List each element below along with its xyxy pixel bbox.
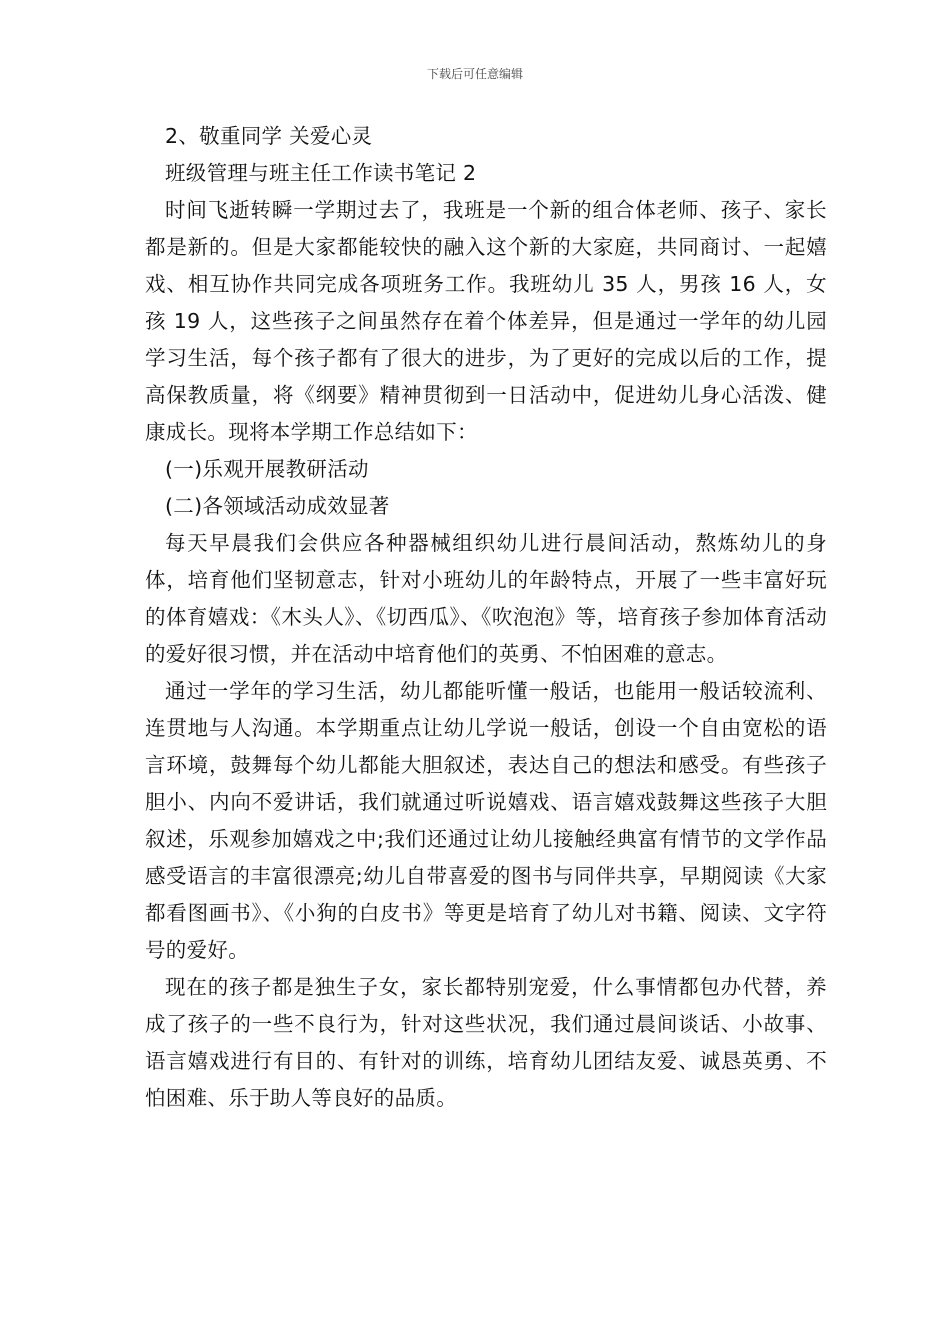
section-heading: 2、敬重同学 关爱心灵: [165, 124, 373, 148]
paragraph: 通过一学年的学习生活，幼儿都能听懂一般话，也能用一般话较流利、连贯地与人沟通。本学期重点让幼儿学说一般话，创设一个自由宽松的语言环境，鼓舞每个幼儿都能大胆叙述，表达自己的想法和感受。有些孩子胆小、内向不爱讲话，我们就通过听说嬉戏、语言嬉戏鼓舞这些孩子大胆叙述，乐观参加嬉戏之中;我们还通过让幼儿接触经典富有情节的文学作品感受语言的丰富很漂亮;幼儿自带喜爱的图书与同伴共享，早期阅读《大家都看图画书》、《小狗的白皮书》等更是培育了幼儿对书籍、阅读、文字符号的爱好。: [145, 679, 827, 962]
paragraph: 时间飞逝转瞬一学期过去了，我班是一个新的组合体老师、孩子、家长都是新的。但是大家都能较快的融入这个新的大家庭，共同商讨、一起嬉戏、相互协作共同完成各项班务工作。我班幼儿 35 人，男孩 16 人，女孩 19 人，这些孩子之间虽然存在着个体差异，但是通过一学年的幼儿园学习生活，每个孩子都有了很大的进步，为了更好的完成以后的工作，提高保教质量，将《纲要》精神贯彻到一日活动中，促进幼儿身心活泼、健康成长。现将本学期工作总结如下：: [145, 198, 827, 444]
paragraph: 每天早晨我们会供应各种器械组织幼儿进行晨间活动，熬炼幼儿的身体，培育他们坚韧意志，针对小班幼儿的年龄特点，开展了一些丰富好玩的体育嬉戏：《木头人》、《切西瓜》、《吹泡泡》等，培育孩子参加体育活动的爱好很习惯，并在活动中培育他们的英勇、不怕困难的意志。: [145, 531, 827, 666]
section-heading: (二)各领域活动成效显著: [165, 494, 390, 518]
document-title: 班级管理与班主任工作读书笔记 2: [165, 161, 477, 185]
document-body: [145, 118, 827, 1117]
section-heading: (一)乐观开展教研活动: [165, 457, 369, 481]
page-header-note: 下载后可任意编辑: [426, 67, 523, 81]
paragraph: 现在的孩子都是独生子女，家长都特别宠爱，什么事情都包办代替，养成了孩子的一些不良行为，针对这些状况，我们通过晨间谈话、小故事、语言嬉戏进行有目的、有针对的训练，培育幼儿团结友爱、诚恳英勇、不怕困难、乐于助人等良好的品质。: [145, 975, 827, 1110]
